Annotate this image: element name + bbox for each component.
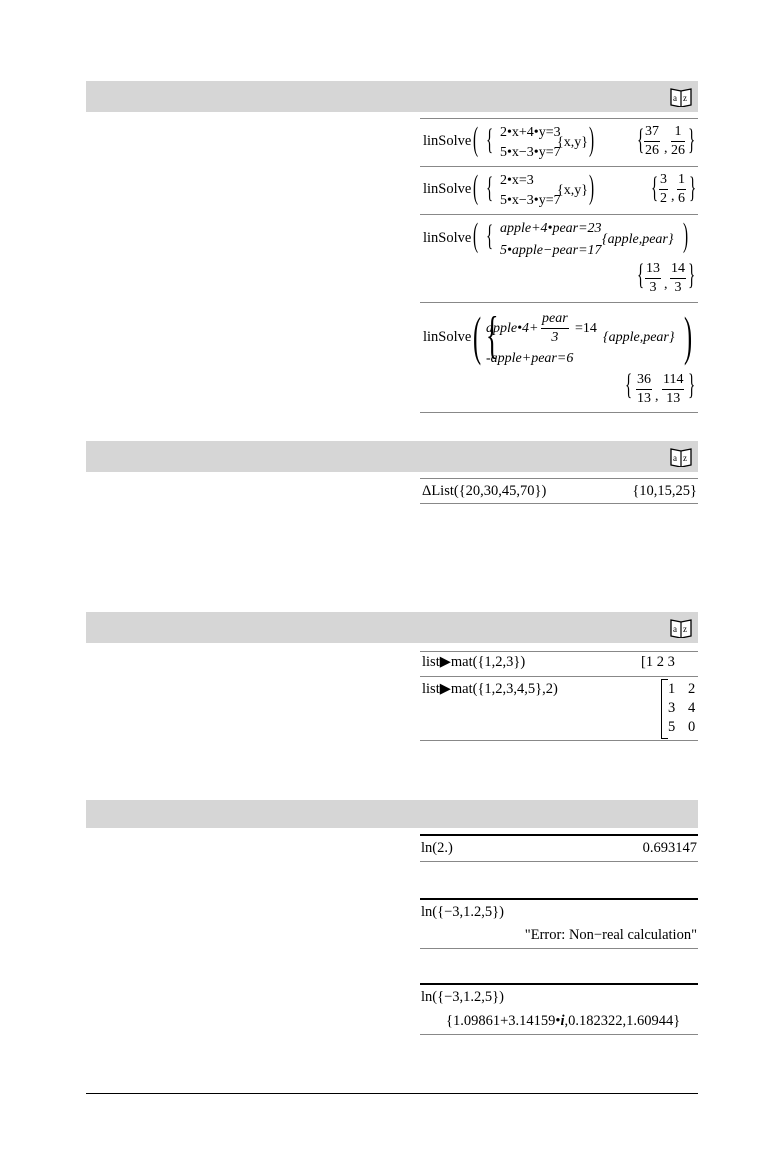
input-expression: ln({−3,1.2,5}): [421, 904, 504, 920]
equation: 5•apple−pear=17: [500, 243, 602, 258]
result-fraction: $\frac{1}{6}$: [678, 172, 685, 206]
variables: {x,y}: [557, 135, 588, 150]
equation: apple+4•pear=23: [500, 221, 602, 236]
equation: -apple+pear=6: [486, 351, 574, 366]
catalog-book-icon: [670, 86, 692, 107]
variables: {x,y}: [557, 183, 588, 198]
input-expression: list▶mat({1,2,3,4,5},2): [422, 681, 558, 697]
section-header-linsolve: [86, 81, 698, 112]
variables: {apple,pear}: [602, 232, 674, 247]
input-expression: ln({−3,1.2,5}): [421, 989, 504, 1005]
equation-part: apple•4+: [486, 321, 539, 336]
equation: 2•x=3: [500, 173, 534, 188]
section-header-listmat: [86, 612, 698, 643]
result-matrix: [1 2 3: [641, 654, 675, 670]
fn-name: linSolve: [423, 329, 472, 345]
equation-fraction: pear 3: [542, 311, 568, 345]
matrix-cell: 3: [668, 700, 676, 716]
svg-text:a: a: [673, 453, 677, 463]
result: {1.09861+3.14159•i,0.182322,1.60944}: [446, 1013, 681, 1029]
fn-name: linSolve: [423, 133, 472, 149]
fn-name: linSolve: [423, 181, 472, 197]
catalog-book-icon: [670, 617, 692, 638]
input-expression: ΔList({20,30,45,70}): [422, 483, 547, 499]
matrix-cell: 0: [688, 719, 696, 735]
svg-text:z: z: [683, 93, 687, 103]
section-header-deltalist: [86, 441, 698, 472]
svg-text:z: z: [683, 453, 687, 463]
section-header-ln: [86, 800, 698, 828]
fn-name: linSolve: [423, 230, 472, 246]
result-fraction: $\frac{13}{3}$: [646, 261, 660, 295]
equation: 5•x−3•y=7: [500, 193, 561, 208]
svg-text:a: a: [673, 93, 677, 103]
result: 0.693147: [642, 840, 697, 856]
equation: 2•x+4•y=3: [500, 125, 561, 140]
result-fraction: $\frac{1}{26}$: [671, 124, 685, 158]
svg-text:z: z: [683, 624, 687, 634]
result-fraction: $\frac{114}{13}$: [663, 372, 684, 406]
page-footer-rule: [86, 1093, 698, 1094]
matrix-cell: 1: [668, 681, 676, 697]
input-expression: list▶mat({1,2,3}): [422, 654, 526, 670]
variables: {apple,pear}: [603, 330, 675, 345]
result-fraction: $\frac{36}{13}$: [637, 372, 651, 406]
svg-text:a: a: [673, 624, 677, 634]
equation-part: =14: [575, 321, 597, 336]
result: "Error: Non−real calculation": [524, 927, 697, 943]
matrix-cell: 2: [688, 681, 696, 697]
result-fraction: $\frac{3}{2}$: [660, 172, 667, 206]
catalog-book-icon: [670, 446, 692, 467]
result-fraction: $\frac{14}{3}$: [671, 261, 685, 295]
result: {10,15,25}: [632, 483, 697, 499]
result-fraction: $\frac{37}{26}$: [645, 124, 659, 158]
matrix-cell: 5: [668, 719, 676, 735]
input-expression: ln(2.): [421, 840, 453, 856]
matrix-cell: 4: [688, 700, 696, 716]
equation: 5•x−3•y=7: [500, 145, 561, 160]
